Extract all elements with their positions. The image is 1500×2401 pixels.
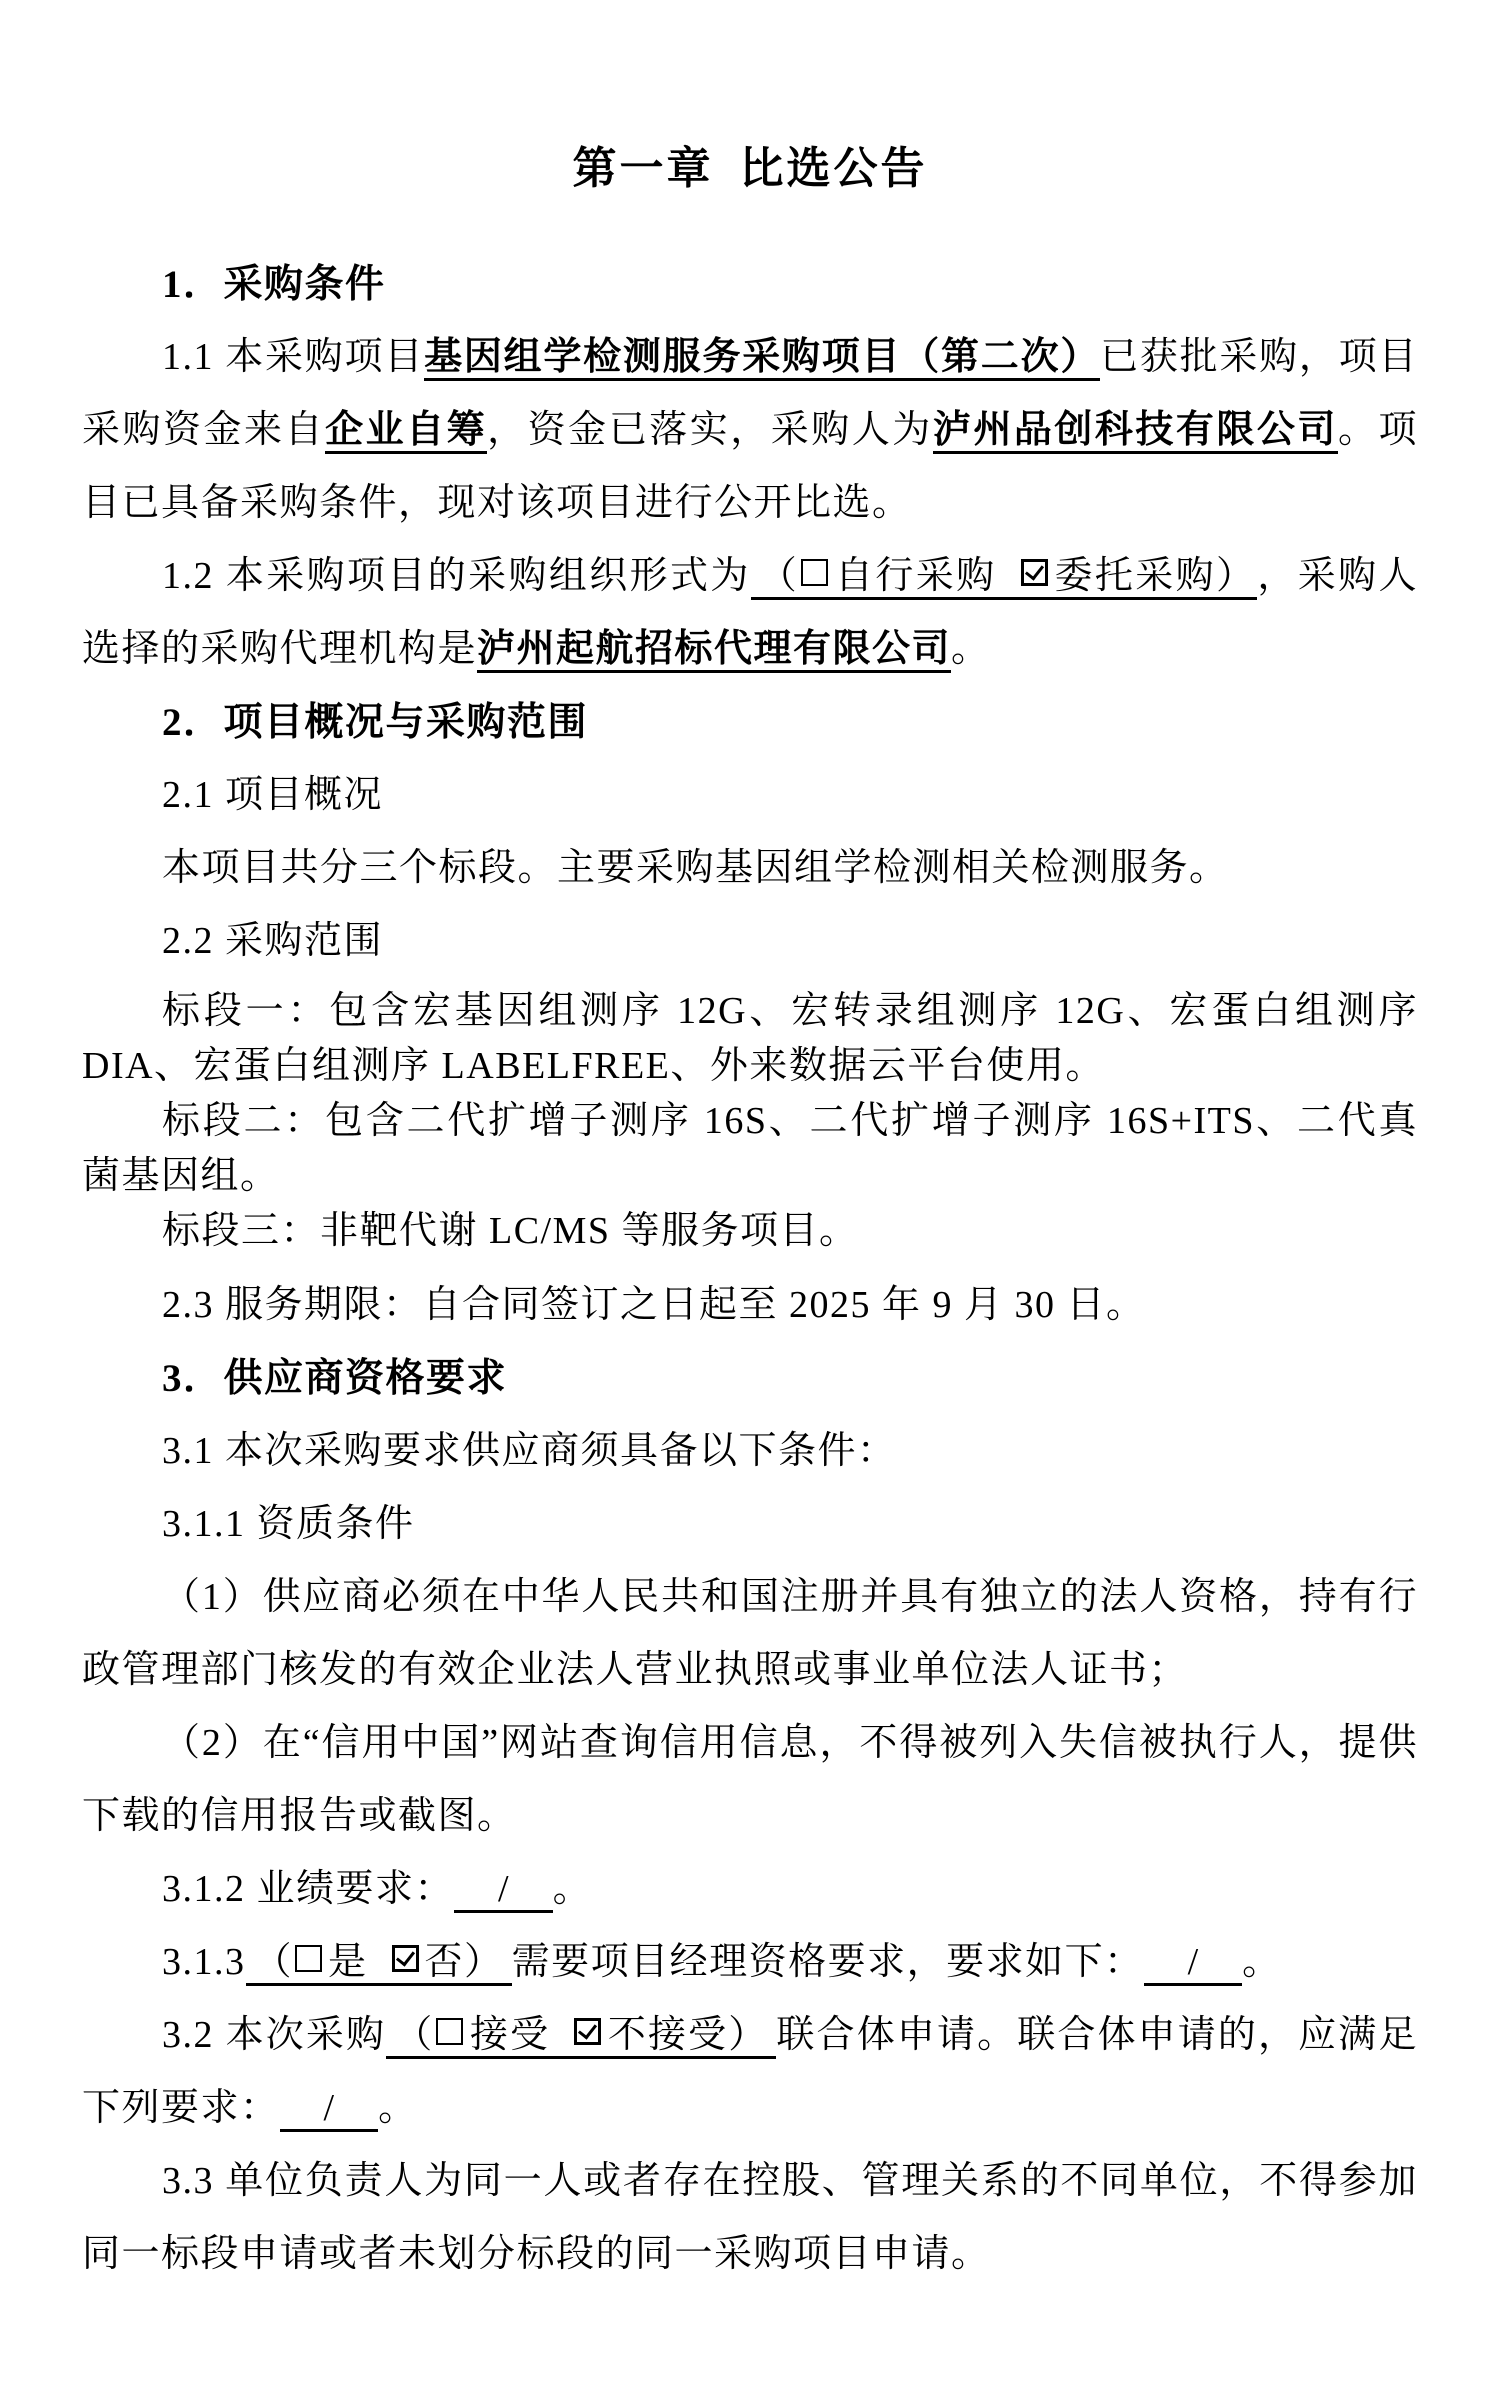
text-run: 3.1.2 业绩要求：: [162, 1868, 455, 1910]
paragraph-qualification-item-1: （1）供应商必须在中华人民共和国注册并具有独立的法人资格，持有行政管理部门核发的有效企业法人营业执照或事业单位法人证书；: [82, 1576, 1418, 1691]
performance-requirement-blank: /: [454, 1868, 553, 1913]
text-run: 。项目已具备采购条件，现对该项目进行公开比选。: [82, 409, 1418, 524]
project-name: 基因组学检测服务采购项目（第二次）: [424, 336, 1100, 381]
option-no: 否: [424, 1941, 465, 1983]
text-run: 。: [951, 628, 991, 670]
text-run: （: [394, 2014, 435, 2056]
checkbox-checked-icon: [392, 1945, 419, 1972]
paragraph-2-1-body: 本项目共分三个标段。主要采购基因组学检测相关检测服务。: [162, 847, 1229, 889]
option-reject: 不接受: [607, 2014, 729, 2056]
text-run: 3.1.3: [162, 1941, 246, 1983]
checkbox-unchecked-icon: [436, 2018, 463, 2045]
option-yes: 是: [328, 1941, 368, 1983]
text-run: 3.2 本次采购: [162, 2014, 387, 2056]
paragraph-2-3: 2.3 服务期限：自合同签订之日起至 2025 年 9 月 30 日。: [162, 1284, 1146, 1326]
paragraph-3-2: [82, 1999, 1418, 2145]
paragraph-3-3: 3.3 单位负责人为同一人或者存在控股、管理关系的不同单位，不得参加同一标段申请或者未划分标段的同一采购项目申请。: [82, 2160, 1418, 2275]
paragraph-lot-1: 标段一：包含宏基因组测序 12G、宏转录组测序 12G、宏蛋白组测序 DIA、宏蛋白组测序 LABELFREE、外来数据云平台使用。: [82, 990, 1418, 1087]
agency-name: 泸州起航招标代理有限公司: [477, 628, 951, 673]
pm-requirement-field: [246, 1941, 512, 1986]
section-2-heading: 2．项目概况与采购范围: [162, 701, 589, 744]
checkbox-checked-icon: [1021, 559, 1048, 586]
procurement-form-field: [751, 555, 1258, 600]
checkbox-checked-icon: [574, 2018, 601, 2045]
chapter-title: 第一章 比选公告: [572, 144, 928, 193]
text-run: 1.2 本采购项目的采购组织形式为: [162, 555, 751, 597]
purchaser-name: 泸州品创科技有限公司: [933, 409, 1338, 454]
paragraph-1-1: [82, 321, 1418, 540]
paragraph-qualification-item-2: （2）在“信用中国”网站查询信用信息，不得被列入失信被执行人，提供下载的信用报告或截图。: [82, 1722, 1418, 1837]
option-delegated-procurement: 委托采购: [1053, 555, 1216, 597]
text-run: 需要项目经理资格要求，要求如下：: [511, 1941, 1144, 1983]
text-run: 联合体申请。联合体申请的，应满足下列要求：: [82, 2014, 1418, 2129]
paragraph-2-1-heading: 2.1 项目概况: [162, 774, 384, 816]
pm-requirement-blank: /: [1144, 1941, 1243, 1986]
text-run: ，资金已落实，采购人为: [487, 409, 933, 451]
paragraph-3-1-3: [82, 1926, 1418, 1999]
text-run: ）: [1215, 555, 1238, 597]
option-self-procurement: 自行采购: [834, 555, 997, 597]
checkbox-unchecked-icon: [295, 1945, 322, 1972]
consortium-requirement-blank: /: [280, 2087, 379, 2132]
paragraph-1-2: [82, 540, 1418, 686]
paragraph-2-2-heading: 2.2 采购范围: [162, 920, 384, 962]
text-run: （: [758, 555, 800, 597]
consortium-field: [386, 2014, 776, 2059]
paragraph-3-1-1-heading: 3.1.1 资质条件: [162, 1503, 415, 1545]
paragraph-3-1: 3.1 本次采购要求供应商须具备以下条件：: [162, 1430, 897, 1472]
text-run: （: [253, 1941, 294, 1983]
option-accept: 接受: [469, 2014, 551, 2056]
text-run: 已获批采购，项目采购资金来自: [82, 336, 1418, 451]
text-run: 。: [378, 2087, 418, 2129]
text-run: ，采购人选择的采购代理机构是: [82, 555, 1418, 670]
text-run: 。: [552, 1868, 593, 1910]
text-run: 。: [1242, 1941, 1282, 1983]
paragraph-lot-2: 标段二：包含二代扩增子测序 16S、二代扩增子测序 16S+ITS、二代真菌基因组。: [82, 1100, 1418, 1197]
text-run: 1.1 本采购项目: [162, 336, 425, 378]
checkbox-unchecked-icon: [801, 559, 828, 586]
text-run: ）: [728, 2014, 769, 2056]
paragraph-lot-3: 标段三：非靶代谢 LC/MS 等服务项目。: [162, 1210, 859, 1252]
text-run: ）: [464, 1941, 504, 1983]
funding-source: 企业自筹: [325, 409, 487, 454]
section-3-heading: 3．供应商资格要求: [162, 1357, 508, 1400]
paragraph-3-1-2: [82, 1853, 1418, 1926]
section-1-heading: 1．采购条件: [162, 263, 386, 306]
